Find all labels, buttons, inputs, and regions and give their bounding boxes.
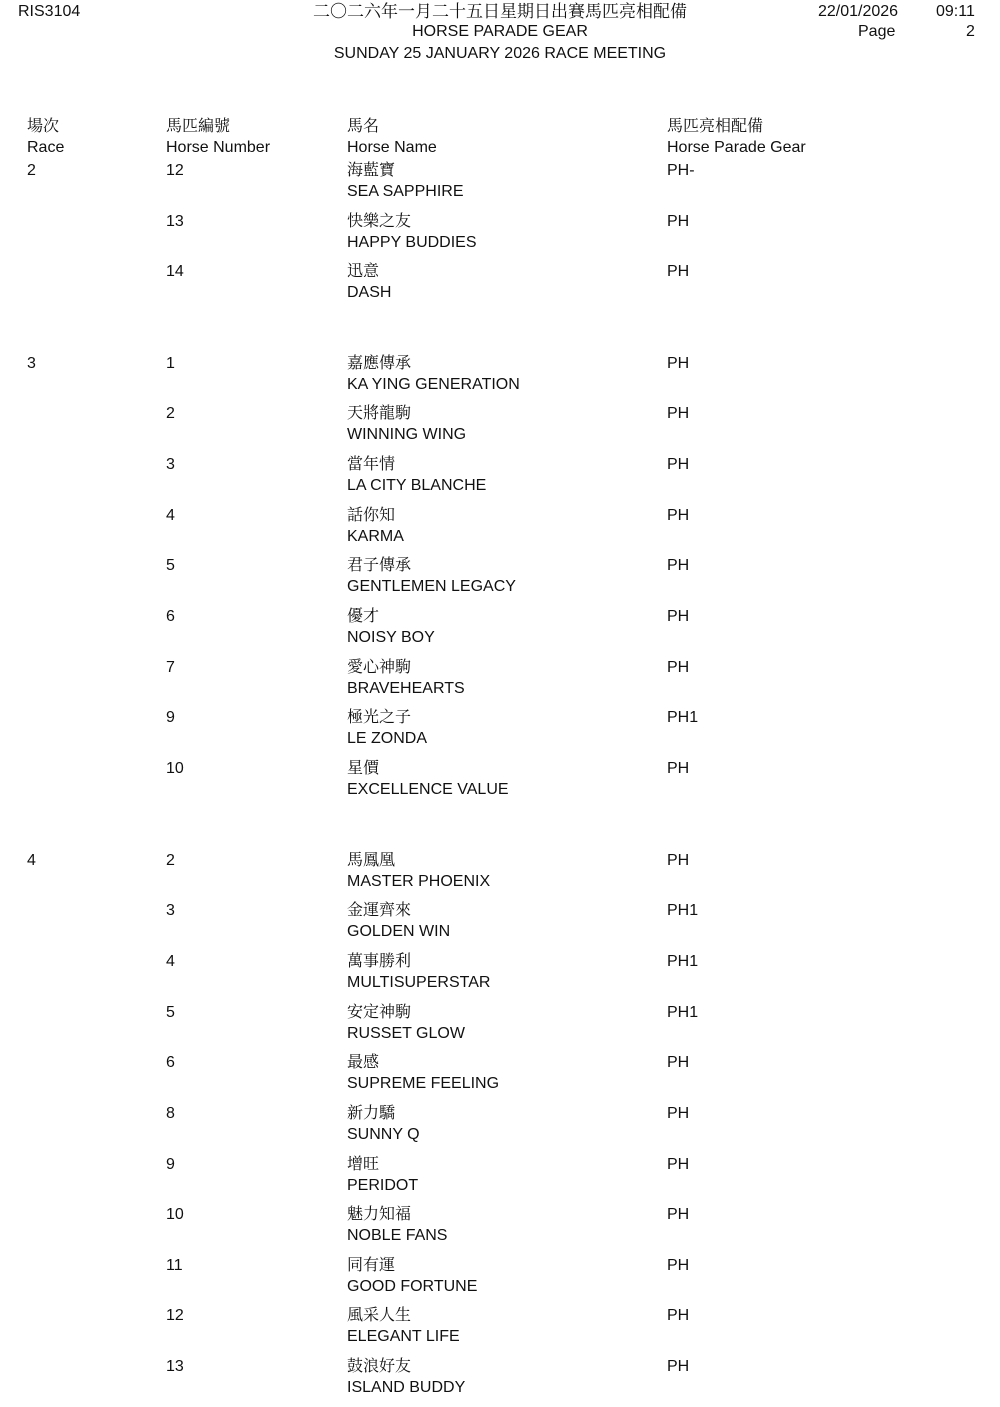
parade-gear: PH [667, 456, 690, 473]
table-row [0, 607, 1000, 657]
horse-name-zh: 最感 [347, 1054, 380, 1071]
horse-number: 3 [166, 456, 175, 473]
horse-name-en: LE ZONDA [347, 730, 428, 747]
horse-name-en: SUNNY Q [347, 1126, 420, 1143]
horse-name-en: GENTLEMEN LEGACY [347, 578, 516, 595]
table-row [0, 455, 1000, 505]
horse-name-zh: 極光之子 [347, 709, 412, 726]
horse-number: 6 [166, 1054, 175, 1071]
horse-name-zh: 君子傳承 [347, 557, 412, 574]
table-row [0, 952, 1000, 1002]
horse-number: 5 [166, 557, 175, 574]
horse-name-en: HAPPY BUDDIES [347, 234, 477, 251]
horse-name-zh: 馬鳳凰 [347, 852, 396, 869]
horse-number: 1 [166, 355, 175, 372]
column-header-race-en: Race [27, 139, 65, 156]
horse-number: 5 [166, 1004, 175, 1021]
column-header-name-zh: 馬名 [347, 118, 380, 135]
horse-number: 2 [166, 852, 175, 869]
horse-name-zh: 優才 [347, 608, 380, 625]
horse-number: 14 [166, 263, 184, 280]
table-row [0, 1003, 1000, 1053]
horse-name-en: ISLAND BUDDY [347, 1379, 466, 1396]
parade-gear: PH [667, 557, 690, 574]
table-row [0, 1205, 1000, 1255]
horse-name-zh: 快樂之友 [347, 213, 412, 230]
table-row [0, 708, 1000, 758]
horse-name-zh: 增旺 [347, 1156, 380, 1173]
table-row [0, 354, 1000, 404]
column-header-gear-en: Horse Parade Gear [667, 139, 806, 156]
horse-name-zh: 新力驕 [347, 1105, 396, 1122]
parade-gear: PH [667, 1054, 690, 1071]
parade-gear: PH [667, 852, 690, 869]
horse-number: 8 [166, 1105, 175, 1122]
parade-gear: PH [667, 1257, 690, 1274]
parade-gear: PH1 [667, 1004, 699, 1021]
horse-name-en: PERIDOT [347, 1177, 419, 1194]
horse-name-zh: 星價 [347, 760, 380, 777]
horse-name-en: SUPREME FEELING [347, 1075, 500, 1092]
table-row [0, 901, 1000, 951]
table-row [0, 1053, 1000, 1103]
parade-gear: PH [667, 507, 690, 524]
horse-name-en: SEA SAPPHIRE [347, 183, 464, 200]
race-number: 2 [27, 162, 36, 179]
parade-gear: PH [667, 1206, 690, 1223]
horse-number: 2 [166, 405, 175, 422]
horse-name-en: KARMA [347, 528, 404, 545]
table-row [0, 1256, 1000, 1306]
table-row [0, 212, 1000, 262]
column-header-row [0, 117, 1000, 161]
horse-name-zh: 風采人生 [347, 1307, 412, 1324]
column-header-gear-zh: 馬匹亮相配備 [667, 118, 764, 135]
report-title-zh: 二〇二六年一月二十五日星期日出賽馬匹亮相配備 [313, 2, 687, 21]
parade-gear: PH1 [667, 709, 699, 726]
horse-name-en: ELEGANT LIFE [347, 1328, 460, 1345]
horse-name-zh: 安定神駒 [347, 1004, 412, 1021]
parade-gear: PH [667, 659, 690, 676]
table-row [0, 1155, 1000, 1205]
horse-number: 11 [166, 1257, 183, 1274]
horse-number: 4 [166, 953, 175, 970]
horse-name-en: LA CITY BLANCHE [347, 477, 487, 494]
horse-name-zh: 愛心神駒 [347, 659, 412, 676]
horse-number: 13 [166, 1358, 184, 1375]
parade-gear: PH [667, 608, 690, 625]
column-header-name-en: Horse Name [347, 139, 437, 156]
horse-number: 13 [166, 213, 184, 230]
horse-name-en: DASH [347, 284, 392, 301]
horse-name-en: MULTISUPERSTAR [347, 974, 491, 991]
column-header-race-zh: 場次 [27, 118, 60, 135]
table-row [0, 1104, 1000, 1154]
page-label: Page [858, 23, 896, 40]
horse-name-en: EXCELLENCE VALUE [347, 781, 509, 798]
report-time: 09:11 [936, 3, 975, 20]
horse-name-en: WINNING WING [347, 426, 467, 443]
table-row [0, 556, 1000, 606]
table-row [0, 262, 1000, 312]
table-row [0, 1357, 1000, 1407]
horse-name-zh: 同有運 [347, 1257, 396, 1274]
column-header-number-zh: 馬匹編號 [166, 118, 231, 135]
horse-name-zh: 鼓浪好友 [347, 1358, 412, 1375]
parade-gear: PH [667, 1156, 690, 1173]
parade-gear: PH [667, 1358, 690, 1375]
horse-number: 6 [166, 608, 175, 625]
table-row [0, 658, 1000, 708]
horse-name-zh: 話你知 [347, 507, 396, 524]
horse-number: 12 [166, 1307, 184, 1324]
horse-name-en: RUSSET GLOW [347, 1025, 465, 1042]
table-row [0, 506, 1000, 556]
race-number: 4 [27, 852, 36, 869]
parade-gear: PH [667, 405, 690, 422]
horse-name-en: KA YING GENERATION [347, 376, 520, 393]
horse-name-zh: 萬事勝利 [347, 953, 412, 970]
table-row [0, 1306, 1000, 1356]
report-id: RIS3104 [18, 3, 81, 20]
report-title-en: HORSE PARADE GEAR [412, 23, 588, 40]
column-header-number-en: Horse Number [166, 139, 271, 156]
horse-name-zh: 天將龍駒 [347, 405, 412, 422]
table-row [0, 759, 1000, 809]
horse-name-zh: 魅力知福 [347, 1206, 412, 1223]
table-row [0, 161, 1000, 211]
horse-name-en: GOLDEN WIN [347, 923, 451, 940]
table-row [0, 404, 1000, 454]
horse-number: 4 [166, 507, 175, 524]
horse-name-zh: 海藍寶 [347, 162, 396, 179]
horse-number: 10 [166, 1206, 184, 1223]
parade-gear: PH1 [667, 902, 699, 919]
horse-number: 3 [166, 902, 175, 919]
horse-name-zh: 嘉應傳承 [347, 355, 412, 372]
report-date: 22/01/2026 [818, 3, 899, 20]
horse-name-en: BRAVEHEARTS [347, 680, 465, 697]
table-row [0, 851, 1000, 901]
parade-gear: PH [667, 1307, 690, 1324]
race-number: 3 [27, 355, 36, 372]
horse-name-en: GOOD FORTUNE [347, 1278, 478, 1295]
parade-gear: PH [667, 355, 690, 372]
horse-name-zh: 迅意 [347, 263, 380, 280]
horse-name-en: MASTER PHOENIX [347, 873, 491, 890]
parade-gear: PH [667, 1105, 690, 1122]
parade-gear: PH [667, 263, 690, 280]
horse-name-zh: 當年情 [347, 456, 396, 473]
page-number: 2 [966, 23, 975, 40]
horse-number: 12 [166, 162, 184, 179]
horse-name-en: NOISY BOY [347, 629, 435, 646]
horse-number: 9 [166, 709, 175, 726]
horse-name-zh: 金運齊來 [347, 902, 412, 919]
horse-number: 9 [166, 1156, 175, 1173]
horse-name-en: NOBLE FANS [347, 1227, 448, 1244]
horse-number: 7 [166, 659, 175, 676]
parade-gear: PH- [667, 162, 695, 179]
parade-gear: PH1 [667, 953, 699, 970]
report-subtitle: SUNDAY 25 JANUARY 2026 RACE MEETING [333, 45, 667, 62]
parade-gear: PH [667, 760, 690, 777]
horse-number: 10 [166, 760, 184, 777]
parade-gear: PH [667, 213, 690, 230]
